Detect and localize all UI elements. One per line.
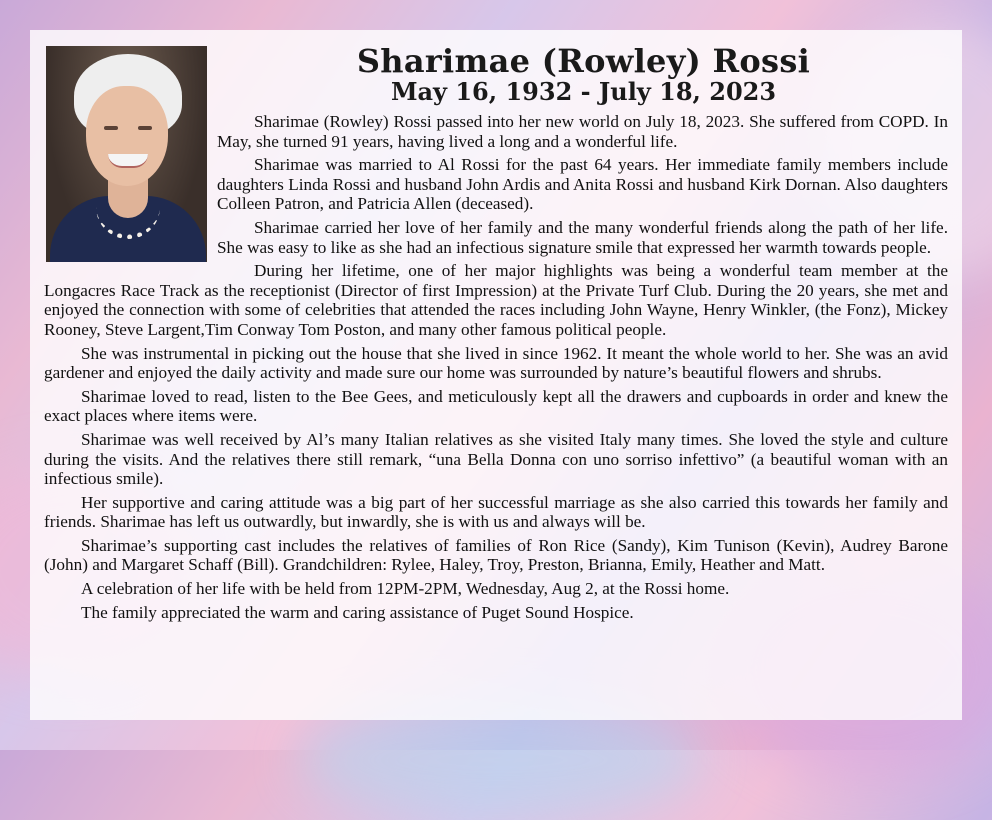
- paragraph: Sharimae was married to Al Rossi for the past 64 years. Her immediate family members include daughters Linda Rossi and husband John Ardis and Anita Rossi and husband Kirk Dornan. Also daughters Colleen Patron, and Patricia Allen (deceased).: [217, 155, 948, 214]
- paragraph: During her lifetime, one of her major highlights was being a wonderful team member at the Longacres Race Track as the receptionist (Director of first Impression) at the Private Turf Club. During the 20 years, she met and enjoyed the connection with some of celebrities that attended the races including John Wayne, Henry Winkler, (the Fonz), Mickey Rooney, Steve Largent,Tim Conway Tom Poston, and many other famous political people.: [44, 261, 948, 339]
- paragraph: Her supportive and caring attitude was a big part of her successful marriage as she also carried this towards her family and friends. Sharimae has left us outwardly, but inwardly, she is with us and always will be.: [44, 492, 948, 532]
- obituary-header: [219, 44, 948, 106]
- portrait-photo: [46, 46, 207, 262]
- life-dates: May 16, 1932 - July 18, 2023: [390, 77, 777, 106]
- paragraph: She was instrumental in picking out the house that she lived in since 1962. It meant the whole world to her. She was an avid gardener and enjoyed the daily activity and made sure our home was surrounded by nature’s beautiful flowers and shrubs.: [44, 343, 948, 383]
- paragraph: A celebration of her life with be held from 12PM-2PM, Wednesday, Aug 2, at the Rossi home.: [81, 579, 730, 599]
- paragraph: Sharimae’s supporting cast includes the relatives of families of Ron Rice (Sandy), Kim Tunison (Kevin), Audrey Barone (John) and Margaret Schaff (Bill). Grandchildren: Rylee, Haley, Troy, Preston, Brianna, Emily, Heather and Matt.: [44, 535, 948, 575]
- obituary-panel: [30, 30, 962, 720]
- paragraph: Sharimae was well received by Al’s many Italian relatives as she visited Italy many times. She loved the style and culture during the visits. And the relatives there still remark, “una Bella Donna con uno sorriso infettivo” (a beautiful woman with an infectious smile).: [44, 429, 948, 489]
- paragraph: The family appreciated the warm and caring assistance of Puget Sound Hospice.: [81, 602, 634, 622]
- paragraph: Sharimae (Rowley) Rossi passed into her new world on July 18, 2023. She suffered from COPD. In May, she turned 91 years, having lived a long and a wonderful life.: [217, 112, 948, 151]
- deceased-name: Sharimae (Rowley) Rossi: [356, 42, 811, 80]
- paragraph: Sharimae loved to read, listen to the Bee Gees, and meticulously kept all the drawers and cupboards in order and knew the exact places where items were.: [44, 386, 948, 426]
- paragraph: Sharimae carried her love of her family and the many wonderful friends along the path of her life. She was easy to like as she had an infectious signature smile that expressed her warmth towards people.: [217, 217, 948, 257]
